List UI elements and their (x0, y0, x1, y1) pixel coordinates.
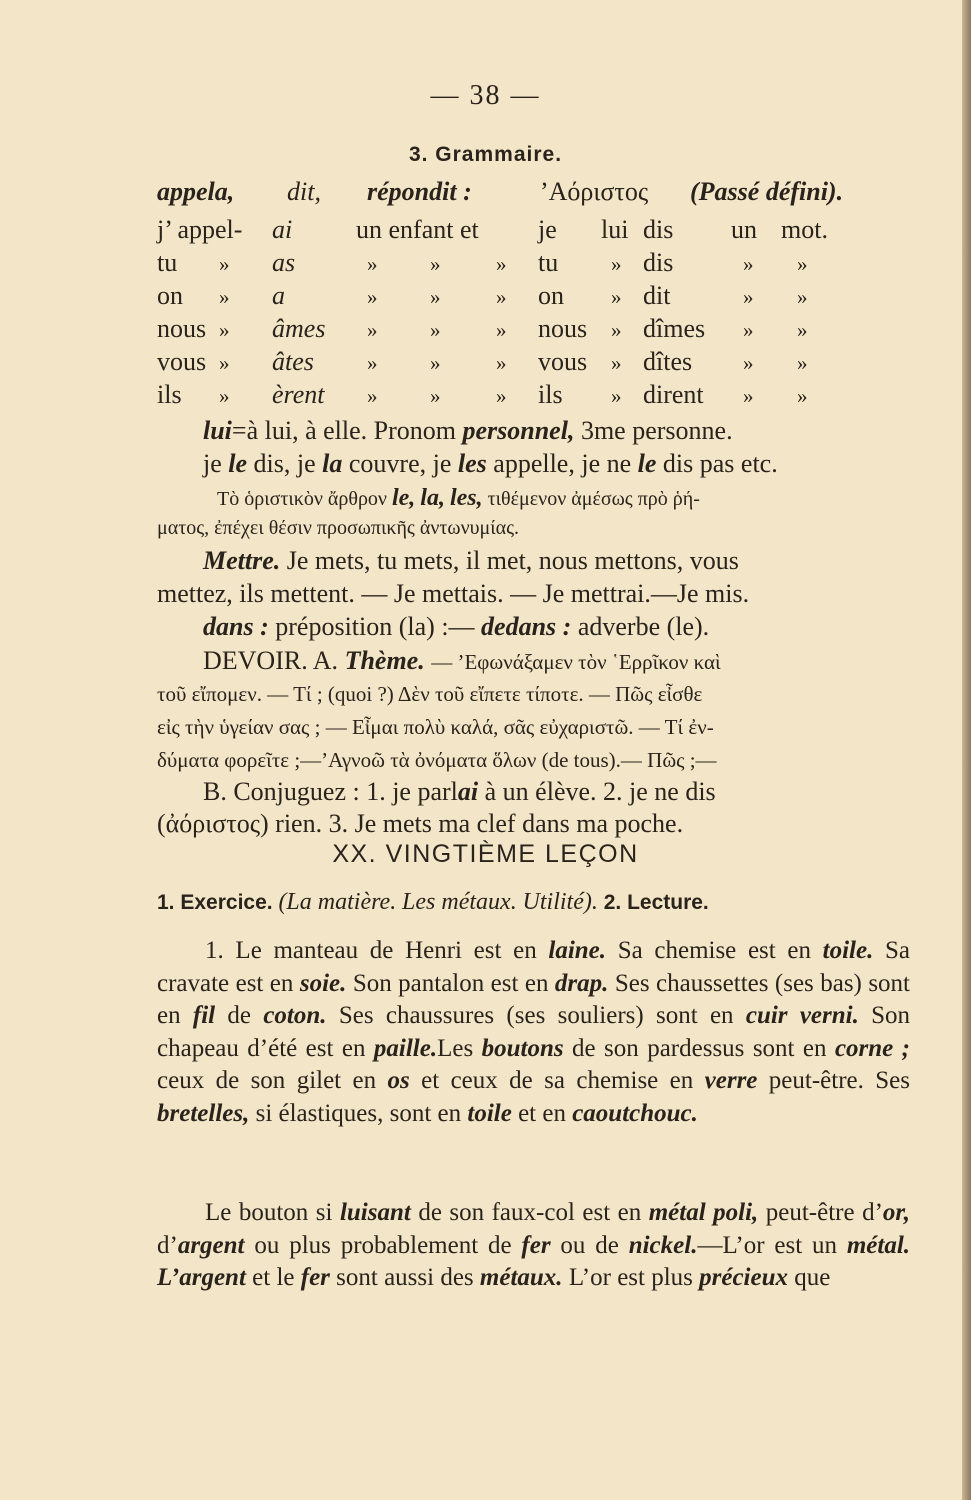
conj-pronoun: nous (157, 314, 207, 343)
keyword: luisant (339, 1199, 411, 1226)
keyword: nickel. (628, 1231, 698, 1259)
keyword: métal. (846, 1231, 911, 1259)
conj-ditto: » (219, 384, 230, 408)
conj-ditto: » (743, 351, 754, 375)
conj-pronoun-2: ils (538, 380, 563, 409)
topic-matiere: (La matière. (278, 889, 397, 915)
devoir-line-2: τοῦ εἴπομεν. — Τί ; (quoi ?) Δὲν τοῦ εἴπετε τίποτε. — Πῶς εἶσθε (157, 682, 703, 706)
conj-ditto: » (743, 285, 754, 309)
greek-note-line-1 (217, 482, 700, 515)
conj-ditto: » (496, 285, 507, 309)
conj-ending: as (272, 248, 296, 277)
keyword: toile (467, 1099, 512, 1127)
text: Le bouton si (205, 1199, 333, 1226)
devoir-text: à un élève. 2. je ne dis (484, 777, 716, 806)
conj-verb: dirent (643, 380, 704, 409)
mettre-line-1 (203, 545, 739, 577)
text: si élastiques, sont en (255, 1099, 462, 1127)
conj-pronoun-2: vous (538, 347, 588, 376)
conj-verb: dîmes (643, 314, 706, 343)
conj-ditto: » (430, 252, 441, 276)
conj-ditto: » (219, 252, 230, 276)
tense-label: (Passé défini). (690, 177, 844, 206)
conj-ditto: » (496, 318, 507, 342)
dedans-word: dedans : (481, 612, 572, 641)
devoir-line-3: εἰς τὴν ὑγείαν σας ; — Εἶμαι πολὺ καλά, σᾶς εὐχαριστῶ. — Τί ἐν- (157, 715, 714, 739)
text: et ceux de sa chemise en (421, 1067, 694, 1094)
conj-ditto: » (797, 252, 808, 276)
keyword: métal poli, (648, 1199, 759, 1226)
topic-metaux: Les métaux. (402, 889, 517, 915)
le-text: couvre, je (348, 449, 452, 478)
conj-pronoun-2: nous (538, 314, 588, 343)
conj-ditto: » (797, 384, 808, 408)
conj-verb: dis (643, 215, 674, 244)
dans-word: dans : (203, 612, 269, 641)
conj-ending: âmes (272, 314, 326, 343)
conj-ditto: » (430, 318, 441, 342)
conj-ditto: » (611, 384, 622, 408)
la-article: la, (420, 485, 445, 511)
keyword: verre (704, 1067, 758, 1094)
exercise-label: 1. Exercice. (157, 891, 273, 914)
grammar-heading: 3. Grammaire. (408, 143, 563, 166)
mettre-text: Je mets, tu mets, il met, nous mettons, vous (286, 546, 739, 575)
conj-ditto: » (219, 285, 230, 309)
conj-ending: âtes (272, 347, 314, 376)
devoir-line-5 (203, 776, 716, 808)
les-article: les, (449, 485, 483, 511)
exercise-line (157, 889, 709, 916)
dans-line (203, 611, 709, 643)
conj-pronoun: on (157, 281, 183, 310)
conj-pronoun-2: je (538, 215, 557, 244)
text: Son pantalon est en (352, 969, 549, 997)
keyword: or, (882, 1199, 911, 1226)
text: Ses chaussettes (ses bas) sont en (157, 969, 910, 1029)
conj-mot: mot. (781, 215, 828, 244)
devoir-line-6: (ἀόριστος) rien. 3. Je mets ma clef dans ma poche. (157, 809, 684, 838)
conj-ditto: » (611, 285, 622, 309)
conj-ditto: » (797, 318, 808, 342)
dans-text: adverbe (le). (577, 612, 710, 641)
conj-pronoun: ils (157, 380, 182, 409)
text: d’ (157, 1231, 178, 1259)
conj-verb: dîtes (643, 347, 693, 376)
devoir-line-1 (203, 645, 721, 678)
le-article: le (637, 449, 657, 478)
lui-word: lui (203, 416, 232, 445)
conj-lui: lui (601, 215, 629, 244)
conj-ending: èrent (272, 380, 325, 409)
conj-ditto: » (611, 351, 622, 375)
text: sont aussi des (336, 1264, 474, 1291)
text: —L’or est un (697, 1231, 838, 1259)
conj-verb: dit (643, 281, 671, 310)
mettre-word: Mettre. (203, 546, 281, 575)
lecture-label: 2. Lecture. (603, 891, 709, 914)
conj-ditto: » (367, 384, 378, 408)
text: ou de (560, 1231, 619, 1259)
lui-line (203, 415, 733, 447)
keyword: fer (300, 1264, 330, 1291)
tense-word-3: répondit : (367, 177, 472, 206)
text: 1. Le manteau de Henri est en (205, 937, 537, 964)
le-article: le (228, 449, 248, 478)
conj-pronoun-2: tu (538, 248, 559, 277)
conj-ending: a (272, 281, 285, 310)
mettre-line-2: mettez, ils mettent. — Je mettais. — Je mettrai.—Je mis. (157, 579, 750, 608)
conj-ditto: » (219, 318, 230, 342)
text: Ses chaussures (ses souliers) sont en (338, 1002, 734, 1029)
page-edge (962, 0, 971, 1500)
text: Les (437, 1034, 474, 1062)
devoir-line-4: δύματα φορεῖτε ;—’Αγνοῶ τὰ ὀνόματα ὅλων (de tous).— Πῶς ;— (157, 748, 717, 772)
le-text: dis pas etc. (662, 449, 778, 478)
keyword: corne ; (834, 1034, 911, 1062)
keyword: toile. (822, 937, 874, 964)
keyword: précieux (699, 1264, 789, 1291)
ai-ending: ai (457, 777, 479, 806)
conj-ditto: » (430, 285, 441, 309)
text: ou plus probablement de (254, 1231, 512, 1259)
text: peut-être. Ses (768, 1067, 910, 1094)
le-line (203, 448, 778, 480)
page-number: — 38 — (430, 80, 541, 111)
keyword: soie. (299, 969, 347, 997)
le-text: je (203, 449, 222, 478)
text: Sa chemise est en (617, 937, 811, 964)
reading-paragraph-1 (157, 935, 910, 1130)
text: Son chapeau d’été est en (157, 1002, 911, 1062)
keyword: boutons (481, 1034, 564, 1062)
devoir-label: DEVOIR. A. (203, 646, 339, 675)
conj-un: un (731, 215, 757, 244)
le-article: le, (391, 485, 416, 511)
conj-object: un enfant et (356, 215, 479, 244)
keyword: métaux. (479, 1264, 563, 1291)
keyword: argent (177, 1231, 245, 1259)
text: de (227, 1002, 252, 1029)
conj-ditto: » (743, 384, 754, 408)
theme-word: Thème. (344, 646, 425, 675)
greek-note-text: Τὸ ὁριστικὸν ἄρθρον (217, 488, 387, 510)
conj-ditto: » (797, 285, 808, 309)
conj-ditto: » (219, 351, 230, 375)
keyword: drap. (554, 969, 609, 997)
text: L’or est plus (568, 1264, 693, 1291)
keyword: fil (192, 1002, 216, 1029)
text: et en (518, 1099, 566, 1127)
conj-pronoun: tu (157, 248, 178, 277)
conj-pronoun-2: on (538, 281, 564, 310)
tense-word-1: appela, (157, 177, 235, 206)
topic-utilite: Utilité). (522, 889, 598, 915)
conj-ditto: » (430, 384, 441, 408)
text: que (794, 1264, 831, 1291)
tense-greek: ’Αόριστος (540, 177, 649, 206)
text: peut-être d’ (765, 1199, 883, 1226)
tense-word-2: dit, (287, 177, 321, 206)
keyword: cuir verni. (745, 1002, 859, 1029)
text: ceux de son gilet en (157, 1067, 377, 1094)
keyword: L’argent (157, 1264, 246, 1291)
keyword: os (387, 1067, 410, 1094)
greek-note-text: τιθέμενον ἀμέσως πρὸ ῥή- (487, 488, 700, 510)
conj-ditto: » (496, 252, 507, 276)
conj-ditto: » (611, 252, 622, 276)
conj-ditto: » (743, 252, 754, 276)
keyword: fer (521, 1231, 551, 1259)
keyword: laine. (548, 937, 607, 964)
devoir-text: B. Conjuguez : 1. je parl (203, 777, 458, 806)
la-article: la (322, 449, 343, 478)
reading-paragraph-2 (157, 1197, 910, 1295)
les-article: les (457, 449, 487, 478)
conj-ditto: » (367, 285, 378, 309)
le-text: appelle, je ne (493, 449, 632, 478)
conj-ditto: » (367, 318, 378, 342)
conj-pronoun: vous (157, 347, 207, 376)
personnel-word: personnel, (462, 416, 575, 445)
dans-text: préposition (la) :— (275, 612, 475, 641)
conj-ditto: » (367, 252, 378, 276)
lui-definition: =à lui, à elle. Pronom (231, 416, 456, 445)
keyword: bretelles, (157, 1099, 250, 1127)
conj-verb: dis (643, 248, 674, 277)
conj-ditto: » (430, 351, 441, 375)
lesson-heading: XX. VINGTIÈME LEÇON (332, 840, 639, 868)
greek-note-line-2: ματος, ἐπέχει θέσιν προσωπικῆς ἀντωνυμίας. (157, 517, 520, 539)
lui-rest: 3me personne. (580, 416, 733, 445)
conj-pronoun: j’ appel- (157, 215, 243, 244)
keyword: paille. (373, 1034, 438, 1062)
conj-ending: ai (272, 215, 293, 244)
text: et le (252, 1264, 295, 1291)
text: de son faux-col est en (418, 1199, 642, 1226)
keyword: caoutchouc. (572, 1099, 698, 1127)
le-text: dis, je (253, 449, 316, 478)
conj-ditto: » (797, 351, 808, 375)
text: de son pardessus sont en (572, 1034, 827, 1062)
conj-ditto: » (496, 351, 507, 375)
keyword: coton. (263, 1002, 327, 1029)
conj-ditto: » (496, 384, 507, 408)
text: Sa cravate est en (157, 937, 911, 997)
conj-ditto: » (743, 318, 754, 342)
devoir-text: — ’Εφωνάξαμεν τὸν ῾Ερρῖκον καὶ (431, 650, 721, 674)
conj-ditto: » (367, 351, 378, 375)
conj-ditto: » (611, 318, 622, 342)
